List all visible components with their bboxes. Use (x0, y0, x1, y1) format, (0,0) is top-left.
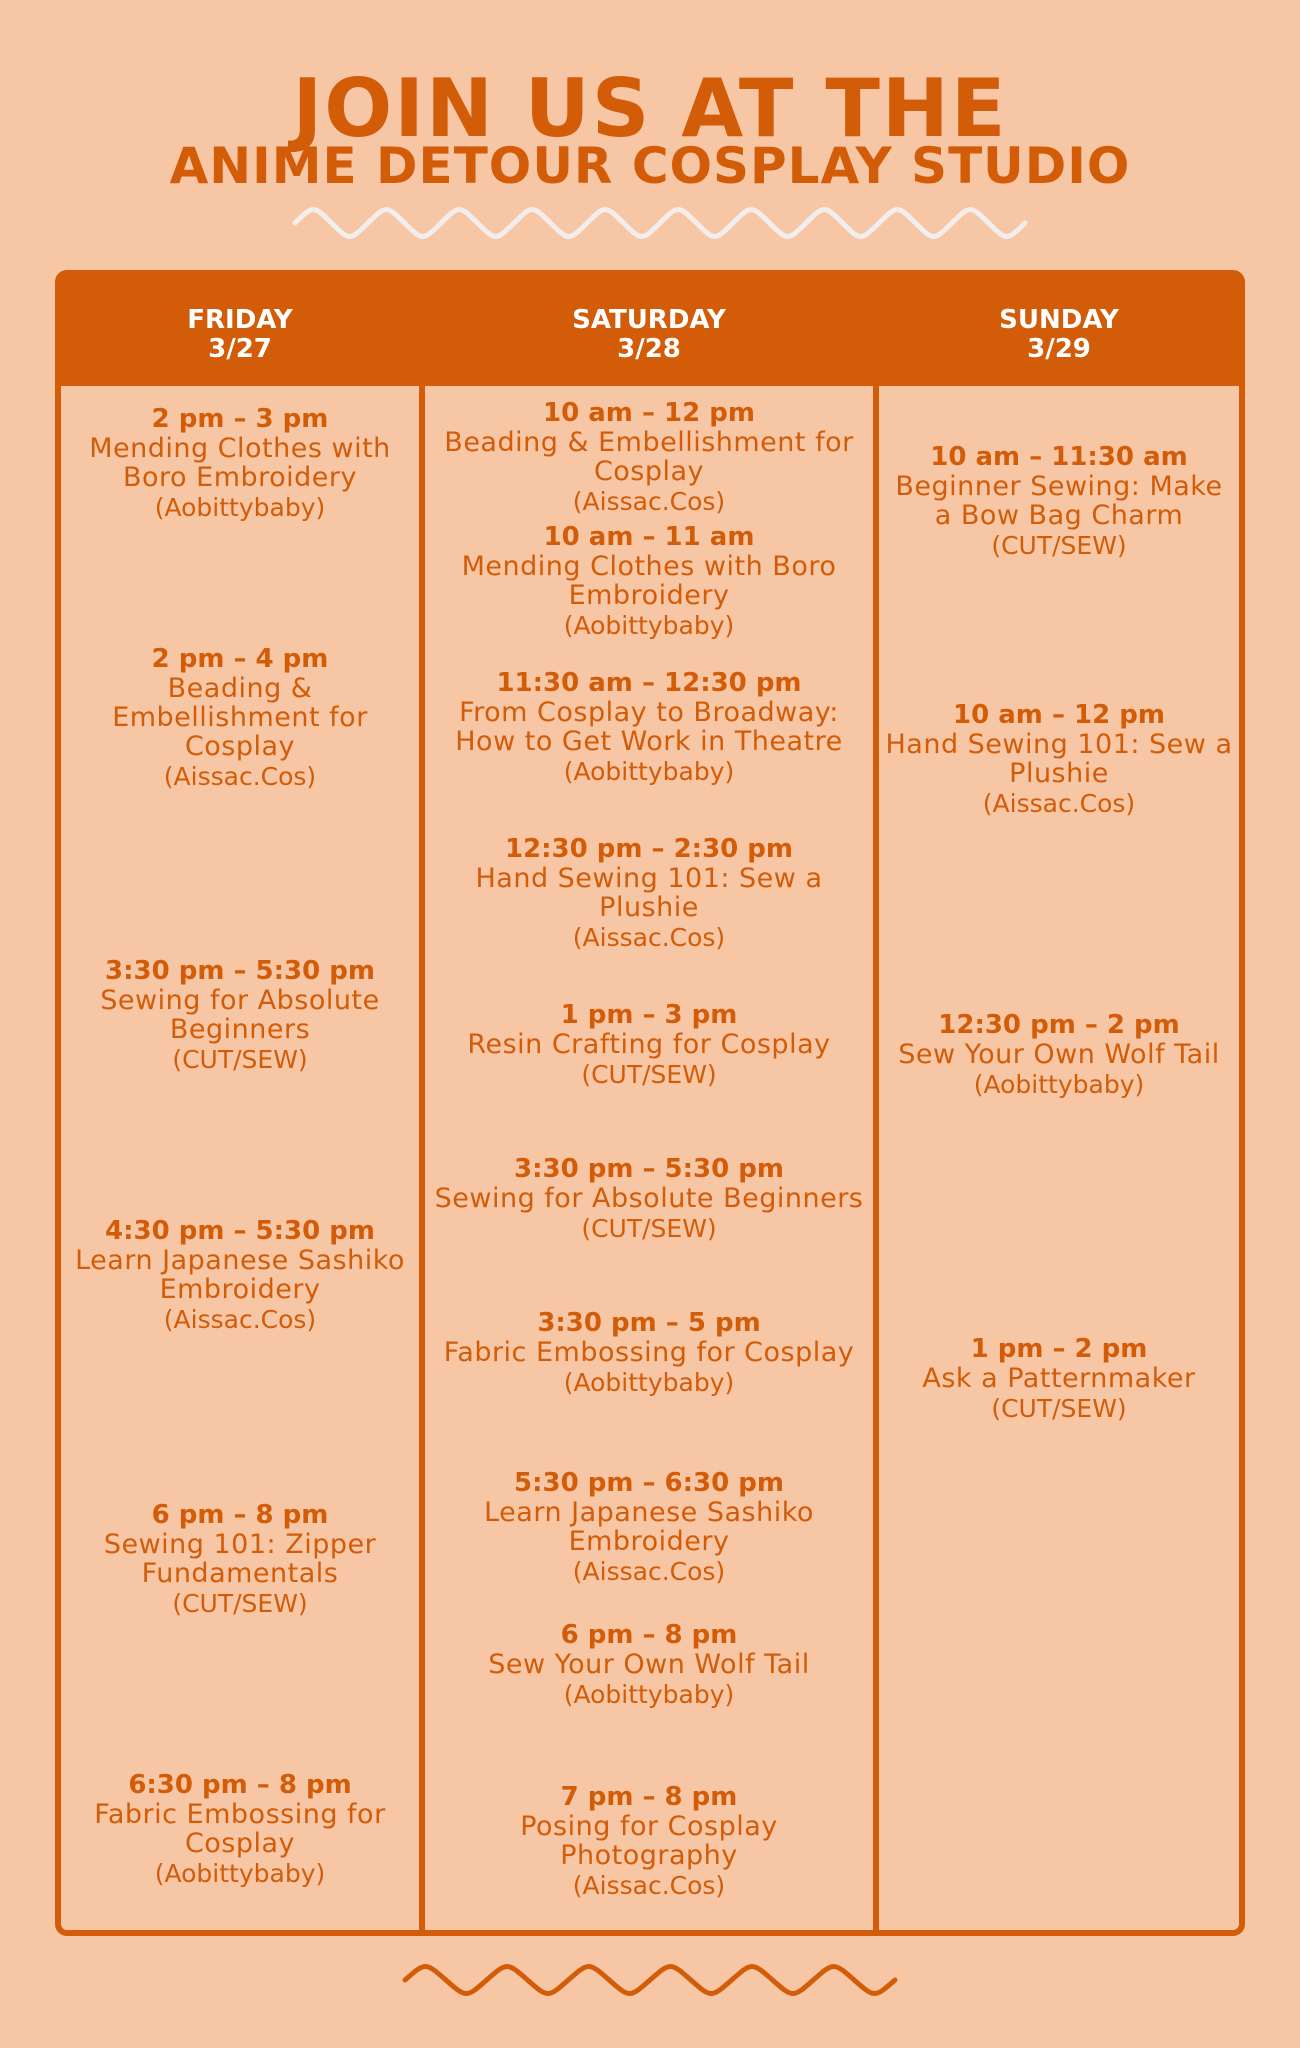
event-item (431, 522, 867, 641)
event-host: (Aobittybaby) (563, 1680, 735, 1709)
event-item (885, 700, 1233, 819)
header-sunday (879, 306, 1239, 366)
day-label: FRIDAY (187, 305, 293, 335)
event-item (67, 1770, 413, 1889)
event-title: Hand Sewing 101: Sew a Plushie (885, 729, 1233, 789)
event-time: 10 am – 12 pm (543, 398, 755, 428)
event-item (67, 644, 413, 792)
event-item (431, 1782, 867, 1901)
event-host: (CUT/SEW) (581, 1060, 717, 1089)
date-label: 3/27 (208, 334, 272, 364)
event-title: Hand Sewing 101: Sew a Plushie (475, 863, 823, 923)
event-item (431, 668, 867, 787)
event-item (885, 1334, 1233, 1424)
event-title: Learn Japanese Sashiko Embroidery (484, 1497, 814, 1557)
event-time: 3:30 pm – 5:30 pm (105, 956, 375, 986)
event-time: 12:30 pm – 2:30 pm (504, 834, 794, 864)
event-title: Learn Japanese Sashiko Embroidery (75, 1245, 405, 1305)
event-host: (CUT/SEW) (172, 1589, 308, 1618)
event-item (885, 1010, 1233, 1100)
event-time: 4:30 pm – 5:30 pm (105, 1216, 375, 1246)
event-item (431, 1154, 867, 1244)
event-item (67, 1216, 413, 1335)
event-host: (Aobittybaby) (973, 1070, 1145, 1099)
event-host: (Aobittybaby) (563, 611, 735, 640)
page-title-line1: JOIN US AT THE (292, 62, 1008, 155)
event-title: Sewing for Absolute Beginners (100, 985, 380, 1045)
event-title: Beginner Sewing: Make a Bow Bag Charm (895, 471, 1223, 531)
event-host: (CUT/SEW) (991, 531, 1127, 560)
header-friday (61, 306, 419, 366)
event-host: (Aissac.Cos) (572, 1871, 726, 1900)
event-item (67, 404, 413, 523)
event-time: 2 pm – 3 pm (151, 404, 329, 434)
event-title: Fabric Embossing for Cosplay (443, 1337, 855, 1368)
event-item (67, 956, 413, 1075)
event-time: 10 am – 12 pm (953, 700, 1165, 730)
event-host: (Aissac.Cos) (982, 789, 1136, 818)
schedule-table (55, 270, 1245, 1936)
event-title: Sew Your Own Wolf Tail (898, 1039, 1220, 1070)
event-time: 6 pm – 8 pm (151, 1500, 329, 1530)
event-title: Beading & Embellishment for Cosplay (112, 673, 368, 762)
column-divider (873, 386, 879, 1930)
event-title: Mending Clothes with Boro Embroidery (89, 433, 391, 493)
event-host: (CUT/SEW) (581, 1214, 717, 1243)
event-host: (Aissac.Cos) (163, 762, 317, 791)
event-time: 11:30 am – 12:30 pm (496, 668, 802, 698)
event-host: (Aissac.Cos) (572, 923, 726, 952)
event-item (431, 834, 867, 953)
event-host: (Aissac.Cos) (572, 1557, 726, 1586)
event-time: 1 pm – 2 pm (970, 1334, 1148, 1364)
event-time: 6 pm – 8 pm (560, 1620, 738, 1650)
top-wave-decoration (290, 198, 1030, 248)
event-title: Mending Clothes with Boro Embroidery (461, 551, 837, 611)
event-title: Fabric Embossing for Cosplay (94, 1799, 386, 1859)
schedule-header (61, 276, 1239, 386)
event-host: (Aobittybaby) (563, 1368, 735, 1397)
date-label: 3/28 (617, 334, 681, 364)
bottom-wave-decoration (400, 1955, 900, 2005)
event-item (431, 1468, 867, 1587)
header-saturday (425, 306, 873, 366)
event-host: (Aobittybaby) (154, 1859, 326, 1888)
event-time: 2 pm – 4 pm (151, 644, 329, 674)
event-time: 10 am – 11:30 am (930, 442, 1188, 472)
event-host: (CUT/SEW) (172, 1045, 308, 1074)
event-time: 5:30 pm – 6:30 pm (514, 1468, 784, 1498)
event-title: Beading & Embellishment for Cosplay (444, 427, 854, 487)
event-time: 6:30 pm – 8 pm (128, 1770, 352, 1800)
event-title: From Cosplay to Broadway: How to Get Work in Theatre (455, 697, 843, 757)
event-item (431, 398, 867, 517)
event-item (67, 1500, 413, 1619)
date-label: 3/29 (1027, 334, 1091, 364)
event-title: Sew Your Own Wolf Tail (488, 1649, 810, 1680)
event-host: (Aissac.Cos) (572, 487, 726, 516)
event-title: Sewing for Absolute Beginners (434, 1183, 864, 1214)
event-host: (Aissac.Cos) (163, 1305, 317, 1334)
event-item (431, 1308, 867, 1398)
event-host: (Aobittybaby) (154, 493, 326, 522)
event-title: Posing for Cosplay Photography (520, 1811, 778, 1871)
day-label: SATURDAY (572, 305, 726, 335)
event-item (431, 1000, 867, 1090)
event-item (431, 1620, 867, 1710)
event-time: 1 pm – 3 pm (560, 1000, 738, 1030)
day-label: SUNDAY (999, 305, 1119, 335)
event-host: (Aobittybaby) (563, 757, 735, 786)
event-title: Ask a Patternmaker (922, 1363, 1196, 1394)
event-host: (CUT/SEW) (991, 1394, 1127, 1423)
event-title: Sewing 101: Zipper Fundamentals (103, 1529, 377, 1589)
event-time: 3:30 pm – 5:30 pm (514, 1154, 784, 1184)
event-item (885, 442, 1233, 561)
event-time: 10 am – 11 am (543, 522, 755, 552)
event-time: 7 pm – 8 pm (560, 1782, 738, 1812)
event-title: Resin Crafting for Cosplay (467, 1029, 831, 1060)
event-time: 12:30 pm – 2 pm (938, 1010, 1180, 1040)
event-time: 3:30 pm – 5 pm (537, 1308, 761, 1338)
page-title-line2: ANIME DETOUR COSPLAY STUDIO (169, 137, 1131, 195)
column-divider (419, 386, 425, 1930)
